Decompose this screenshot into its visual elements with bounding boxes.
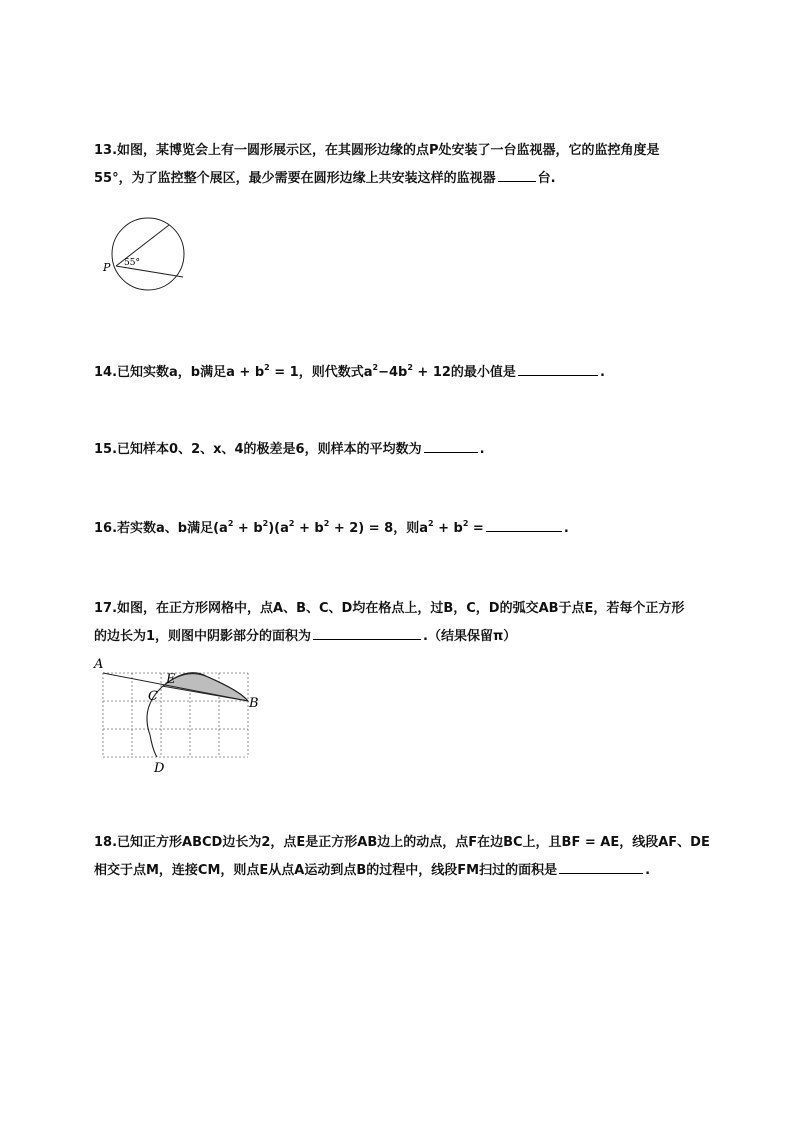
- q17-line1: 17.如图，在正方形网格中，点A、B、C、D均在格点上，过B，C，D的弧交AB于点E，若每个正方形: [94, 601, 685, 616]
- point-p-label: P: [103, 261, 111, 274]
- question-13: [94, 137, 704, 193]
- q13-number: 13.: [94, 143, 118, 158]
- label-a: A: [94, 657, 104, 672]
- q18-line2: 相交于点M，连接CM，则点E从点A运动到点B的过程中，线段FM扫过的面积是 .: [94, 857, 704, 885]
- q18-number: 18.: [94, 835, 118, 850]
- label-d: D: [154, 761, 165, 775]
- q16-answer-blank[interactable]: [486, 517, 562, 532]
- question-17: [94, 595, 704, 651]
- q13-line2: 55°，为了监控整个展区，最少需要在圆形边缘上共安装这样的监视器 台.: [94, 165, 704, 193]
- question-16: 16.若实数a、b满足$(a^2 + b^2)(a^2 + b^2 + 2) = 8$，则$a^2 + b^2$ = .: [94, 519, 569, 536]
- label-b: B: [249, 696, 259, 711]
- question-14: 14.已知实数a，b满足$a + b^2 = 1$，则代数式$a^2-4b^2 + 12$的最小值是 .: [94, 363, 605, 380]
- q15-number: 15.: [94, 442, 118, 457]
- q14-number: 14.: [94, 365, 118, 380]
- q18-answer-blank[interactable]: [559, 859, 643, 874]
- label-c: C: [148, 689, 158, 704]
- question-18: [94, 829, 710, 885]
- label-e: E: [166, 672, 176, 687]
- q13-answer-blank[interactable]: [498, 167, 536, 182]
- q14-answer-blank[interactable]: [518, 361, 598, 376]
- q17-number: 17.: [94, 601, 118, 616]
- q17-answer-blank[interactable]: [313, 625, 421, 640]
- q17-figure-grid: [88, 655, 268, 775]
- q13-line1: 13.如图，某博览会上有一圆形展示区，在其圆形边缘的点P处安装了一台监视器，它的监控角度是: [94, 143, 660, 158]
- q13-figure-circle: [100, 215, 195, 297]
- q18-line1: 18.已知正方形ABCD边长为2，点E是正方形AB边上的动点，点F在边BC上，且BF = AE，线段AF、DE: [94, 835, 710, 850]
- q16-number: 16.: [94, 521, 118, 536]
- q17-line2: 的边长为1，则图中阴影部分的面积为 .（结果保留π）: [94, 623, 704, 651]
- question-15: 15.已知样本0、2、x、4的极差是6，则样本的平均数为 .: [94, 436, 704, 464]
- q15-answer-blank[interactable]: [424, 438, 478, 453]
- angle-label: 55°: [124, 258, 140, 268]
- circle-exhibition-area: [112, 218, 184, 290]
